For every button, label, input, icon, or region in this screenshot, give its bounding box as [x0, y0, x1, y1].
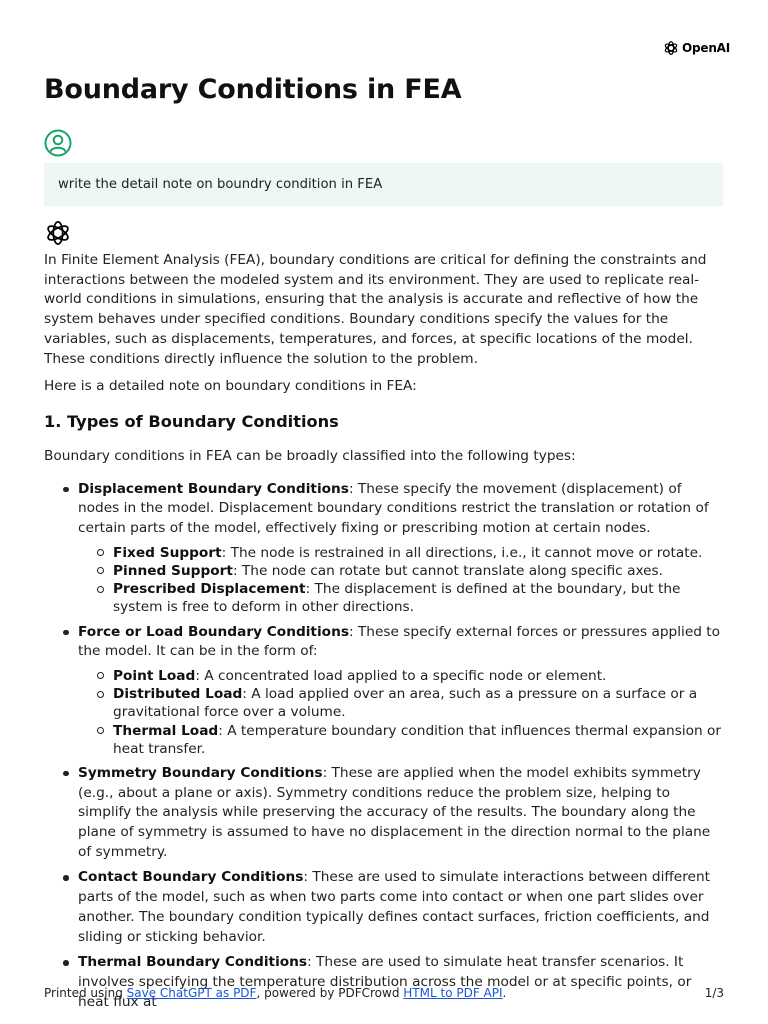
brand-logo [663, 40, 730, 56]
sub-item-term: Thermal Load [113, 722, 219, 739]
sub-list-item [78, 562, 726, 580]
page-title: Boundary Conditions in FEA [44, 74, 462, 105]
html-to-pdf-link[interactable]: HTML to PDF API [403, 986, 503, 1000]
list-item-text: : These specify external forces or pressures applied to the model. It can be in the form of: [78, 623, 721, 660]
list-item [44, 764, 726, 863]
list-item-text: : These are used to simulate heat transfer scenarios. It involves specifying the temperature distribution across the model or at specific points, or heat flux at [78, 954, 692, 1010]
sub-item-text: : The displacement is defined at the boundary, but the system is free to deform in other directions. [113, 581, 681, 616]
chatgpt-logo-icon [44, 219, 72, 247]
list-item-term: Contact Boundary Conditions [78, 869, 304, 886]
footer-middle: , powered by PDFCrowd [256, 986, 404, 1000]
sub-item-text: : A concentrated load applied to a specific node or element. [195, 667, 607, 684]
sub-list-item [78, 722, 726, 758]
user-avatar-icon [44, 129, 72, 157]
footer-credit [44, 986, 506, 1000]
user-prompt: write the detail note on boundry condition in FEA [44, 163, 723, 206]
sub-item-text: : The node is restrained in all directions, i.e., it cannot move or rotate. [221, 544, 703, 561]
list-item-term: Displacement Boundary Conditions [78, 480, 349, 497]
footer-prefix: Printed using [44, 986, 127, 1000]
sub-item-term: Prescribed Displacement [113, 581, 306, 598]
openai-logo-icon [663, 40, 679, 56]
sub-item-text: : A load applied over an area, such as a pressure on a surface or a gravitational force over a volume. [113, 686, 698, 721]
sub-list-item [78, 685, 726, 721]
sub-list [78, 544, 726, 617]
sub-item-term: Point Load [113, 667, 196, 684]
list-item [44, 480, 726, 617]
boundary-types-list [44, 480, 726, 1013]
footer-suffix: . [502, 986, 507, 1000]
sub-item-text: : A temperature boundary condition that influences thermal expansion or heat transfer. [113, 722, 722, 757]
list-item-text: : These are used to simulate interactions between different parts of the model, such as when two parts come into contact or when one part slides over another. The boundary condition typically defines contact surfaces, friction coefficients, and sliding or sticking behavior. [78, 869, 711, 945]
list-item [44, 868, 726, 947]
sub-list-item [78, 544, 726, 562]
list-item-term: Symmetry Boundary Conditions [78, 764, 323, 781]
list-item [44, 953, 726, 1012]
list-item [44, 623, 726, 758]
page-number: 1/3 [704, 986, 724, 1000]
sub-list-item [78, 580, 726, 616]
sub-item-term: Distributed Load [113, 686, 243, 703]
list-item-term: Thermal Boundary Conditions [78, 954, 308, 971]
list-item-term: Force or Load Boundary Conditions [78, 623, 349, 640]
sub-list-item [78, 667, 726, 685]
sub-item-term: Pinned Support [113, 562, 233, 579]
intro-paragraph: In Finite Element Analysis (FEA), boundary conditions are critical for defining the constraints and interactions between the modeled system and its environment. They are used to replicate real-world conditions in simulations, ensuring that the analysis is accurate and reflective of how the system behaves under specified conditions. Boundary conditions specify the values for the variables, such as displacements, temperatures, and forces, at specific locations of the model. These conditions directly influence the solution to the problem. [44, 252, 707, 367]
sub-item-term: Fixed Support [113, 544, 222, 561]
page-footer [44, 986, 724, 1000]
list-item-text: : These are applied when the model exhibits symmetry (e.g., about a plane or axis). Symmetry conditions reduce the problem size, helping to simplify the analysis while preserving the accuracy of the results. The boundary along the plane of symmetry is assumed to have no displacement in the direction normal to the plane of symmetry. [78, 764, 711, 860]
brand-name: OpenAI [682, 41, 731, 55]
sub-list [78, 667, 726, 758]
assistant-response [44, 251, 726, 1018]
list-item-text: : These specify the movement (displacement) of nodes in the model. Displacement boundary conditions restrict the translation or rotation of certain parts of the model, effectively fixing or prescribing motion at certain nodes. [78, 480, 709, 537]
intro-paragraph-2: Here is a detailed note on boundary conditions in FEA: [44, 378, 417, 395]
section-heading: 1. Types of Boundary Conditions [44, 411, 339, 431]
sub-item-text: : The node can rotate but cannot translate along specific axes. [232, 562, 664, 579]
section-lead: Boundary conditions in FEA can be broadly classified into the following types: [44, 447, 576, 464]
save-chatgpt-pdf-link[interactable]: Save ChatGPT as PDF [126, 986, 257, 1000]
